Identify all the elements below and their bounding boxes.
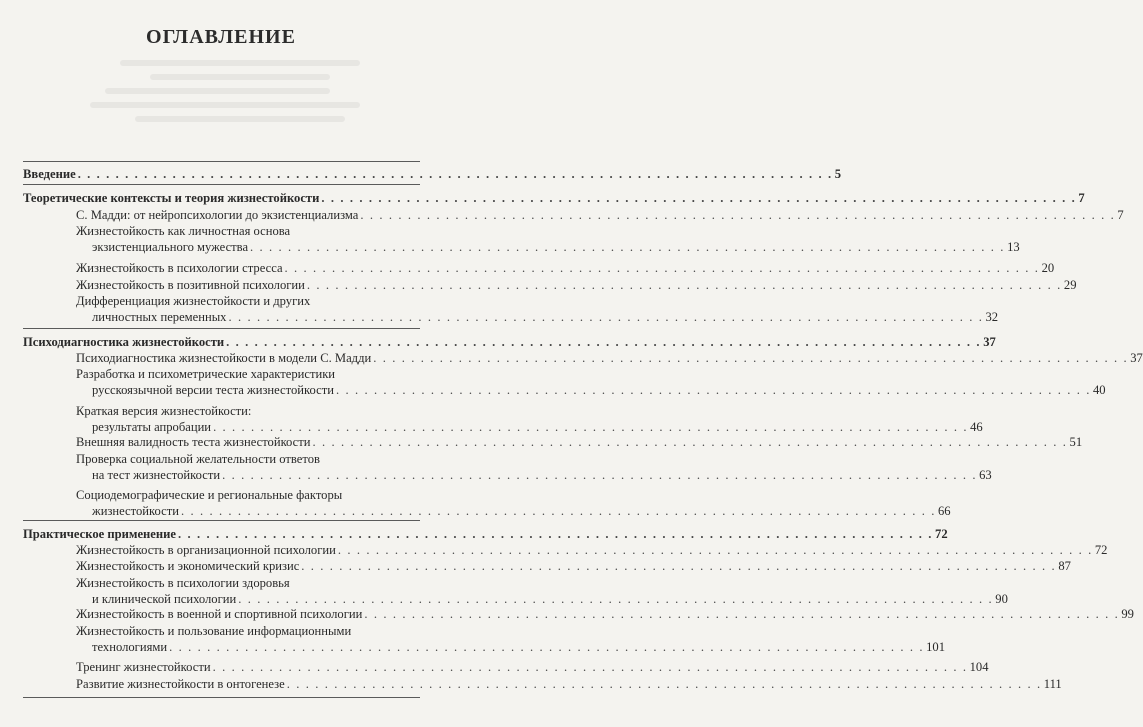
toc-subsection-entry[interactable]	[76, 260, 1055, 276]
dot-leader: . . . . . . . . . . . . . . . . . . . . . . . . . . . . . . . . . . . . . . . . . . . . . . . . . . . . . . . . . . . . . . . . . . . . . . . . . . . . . . . .	[250, 240, 1006, 254]
page-number: 37	[1130, 351, 1143, 365]
section-divider	[23, 697, 420, 698]
toc-subsection-entry[interactable]	[76, 676, 1062, 692]
toc-subsection-entry[interactable]	[76, 223, 1020, 255]
page-number: 72	[1094, 543, 1108, 557]
toc-subsection-entry[interactable]	[76, 207, 1124, 223]
entry-title-line: Жизнестойкость в психологии здоровья	[76, 576, 290, 590]
dot-leader: . . . . . . . . . . . . . . . . . . . . . . . . . . . . . . . . . . . . . . . . . . . . . . . . . . . . . . . . . . . . . . . . . . . . . . . . . . . . . . . .	[212, 660, 968, 674]
section-divider	[23, 328, 420, 329]
entry-title-line: Тренинг жизнестойкости	[76, 660, 211, 674]
entry-title-line: С. Мадди: от нейропсихологии до экзистенциализма	[76, 208, 359, 222]
entry-title-line: экзистенциального мужества	[92, 240, 249, 254]
entry-title-line: Психодиагностика жизнестойкости	[23, 335, 225, 349]
page-number: 13	[1007, 240, 1020, 254]
toc-subsection-entry[interactable]	[76, 434, 1083, 450]
entry-title-line: Жизнестойкость и экономический кризис	[76, 559, 300, 573]
dot-leader: . . . . . . . . . . . . . . . . . . . . . . . . . . . . . . . . . . . . . . . . . . . . . . . . . . . . . . . . . . . . . . . . . . . . . . . . . . . . . . . .	[286, 677, 1042, 691]
page-number: 20	[1041, 261, 1055, 275]
toc-subsection-entry[interactable]	[76, 542, 1108, 558]
entry-title-line: технологиями	[92, 640, 168, 654]
dot-leader: . . . . . . . . . . . . . . . . . . . . . . . . . . . . . . . . . . . . . . . . . . . . . . . . . . . . . . . . . . . . . . . . . . . . . . . . . . . . . . . .	[284, 261, 1040, 275]
toc-subsection-entry[interactable]	[76, 659, 989, 675]
dot-leader: . . . . . . . . . . . . . . . . . . . . . . . . . . . . . . . . . . . . . . . . . . . . . . . . . . . . . . . . . . . . . . . . . . . . . . . . . . . . . . . .	[337, 543, 1093, 557]
page-number: 37	[983, 335, 996, 349]
entry-title-line: на тест жизнестойкости	[92, 468, 221, 482]
toc-subsection-entry[interactable]	[76, 277, 1077, 293]
toc-subsection-entry[interactable]	[76, 293, 999, 325]
toc-section-entry[interactable]	[23, 190, 1085, 206]
toc-subsection-entry[interactable]	[76, 350, 1143, 366]
page-number: 7	[1117, 208, 1124, 222]
page-number: 111	[1043, 677, 1062, 691]
dot-leader: . . . . . . . . . . . . . . . . . . . . . . . . . . . . . . . . . . . . . . . . . . . . . . . . . . . . . . . . . . . . . . . . . . . . . . . . . . . . . . . .	[373, 351, 1129, 365]
page-number: 104	[969, 660, 989, 674]
dot-leader: . . . . . . . . . . . . . . . . . . . . . . . . . . . . . . . . . . . . . . . . . . . . . . . . . . . . . . . . . . . . . . . . . . . . . . . . . . . . . . . .	[301, 559, 1057, 573]
page-number: 40	[1092, 383, 1106, 397]
section-divider	[23, 520, 420, 521]
bleed-through-text	[90, 52, 390, 152]
dot-leader: . . . . . . . . . . . . . . . . . . . . . . . . . . . . . . . . . . . . . . . . . . . . . . . . . . . . . . . . . . . . . . . . . . . . . . . . . . . . . . . .	[169, 640, 925, 654]
entry-title-line: Дифференциация жизнестойкости и других	[76, 294, 311, 308]
page-number: 51	[1069, 435, 1083, 449]
toc-subsection-entry[interactable]	[76, 451, 992, 483]
dot-leader: . . . . . . . . . . . . . . . . . . . . . . . . . . . . . . . . . . . . . . . . . . . . . . . . . . . . . . . . . . . . . . . . . . . . . . . . . . . . . . . .	[178, 527, 934, 541]
toc-subsection-entry[interactable]	[76, 366, 1106, 398]
dot-leader: . . . . . . . . . . . . . . . . . . . . . . . . . . . . . . . . . . . . . . . . . . . . . . . . . . . . . . . . . . . . . . . . . . . . . . . . . . . . . . . .	[228, 310, 984, 324]
entry-title-line: Краткая версия жизнестойкости:	[76, 404, 252, 418]
entry-title-line: Введение	[23, 167, 76, 181]
dot-leader: . . . . . . . . . . . . . . . . . . . . . . . . . . . . . . . . . . . . . . . . . . . . . . . . . . . . . . . . . . . . . . . . . . . . . . . . . . . . . . . .	[335, 383, 1091, 397]
section-divider	[23, 184, 420, 185]
entry-title-line: Жизнестойкость в военной и спортивной психологии	[76, 607, 363, 621]
page-number: 90	[995, 592, 1008, 606]
toc-section-entry[interactable]	[23, 166, 841, 182]
entry-title-line: Жизнестойкость и пользование информационными	[76, 624, 352, 638]
section-divider	[23, 161, 420, 162]
dot-leader: . . . . . . . . . . . . . . . . . . . . . . . . . . . . . . . . . . . . . . . . . . . . . . . . . . . . . . . . . . . . . . . . . . . . . . . . . . . . . . . .	[77, 167, 833, 181]
toc-section-entry[interactable]	[23, 334, 996, 350]
dot-leader: . . . . . . . . . . . . . . . . . . . . . . . . . . . . . . . . . . . . . . . . . . . . . . . . . . . . . . . . . . . . . . . . . . . . . . . . . . . . . . . .	[222, 468, 978, 482]
entry-title-line: Жизнестойкость в позитивной психологии	[76, 278, 305, 292]
entry-title-line: Социодемографические и региональные факторы	[76, 488, 343, 502]
entry-title-line: Разработка и психометрические характеристики	[76, 367, 336, 381]
toc-subsection-entry[interactable]	[76, 403, 983, 435]
entry-title-line: личностных переменных	[92, 310, 227, 324]
page-number: 46	[970, 420, 983, 434]
dot-leader: . . . . . . . . . . . . . . . . . . . . . . . . . . . . . . . . . . . . . . . . . . . . . . . . . . . . . . . . . . . . . . . . . . . . . . . . . . . . . . . .	[360, 208, 1116, 222]
page-number: 63	[979, 468, 992, 482]
page-number: 5	[834, 167, 841, 181]
entry-title-line: Жизнестойкость как личностная основа	[76, 224, 291, 238]
toc-subsection-entry[interactable]	[76, 575, 1008, 607]
entry-title-line: русскоязычной версии теста жизнестойкости	[92, 383, 334, 397]
toc-subsection-entry[interactable]	[76, 606, 1134, 622]
entry-title-line: результаты апробации	[92, 420, 212, 434]
dot-leader: . . . . . . . . . . . . . . . . . . . . . . . . . . . . . . . . . . . . . . . . . . . . . . . . . . . . . . . . . . . . . . . . . . . . . . . . . . . . . . . .	[306, 278, 1062, 292]
entry-title-line: и клинической психологии	[92, 592, 237, 606]
page-number: 7	[1078, 191, 1085, 205]
toc-subsection-entry[interactable]	[76, 487, 951, 519]
page-number: 99	[1121, 607, 1134, 621]
toc-subsection-entry[interactable]	[76, 558, 1071, 574]
entry-title-line: Теоретические контексты и теория жизнестойкости	[23, 191, 320, 205]
entry-title-line: Развитие жизнестойкости в онтогенезе	[76, 677, 285, 691]
entry-title-line: жизнестойкости	[92, 504, 179, 518]
toc-section-entry[interactable]	[23, 526, 948, 542]
entry-title-line: Жизнестойкость в организационной психологии	[76, 543, 336, 557]
page-title: ОГЛАВЛЕНИЕ	[146, 26, 296, 48]
page-number: 101	[926, 640, 945, 654]
page-number: 29	[1063, 278, 1077, 292]
dot-leader: . . . . . . . . . . . . . . . . . . . . . . . . . . . . . . . . . . . . . . . . . . . . . . . . . . . . . . . . . . . . . . . . . . . . . . . . . . . . . . . .	[238, 592, 994, 606]
entry-title-line: Жизнестойкость в психологии стресса	[76, 261, 283, 275]
dot-leader: . . . . . . . . . . . . . . . . . . . . . . . . . . . . . . . . . . . . . . . . . . . . . . . . . . . . . . . . . . . . . . . . . . . . . . . . . . . . . . . .	[312, 435, 1068, 449]
dot-leader: . . . . . . . . . . . . . . . . . . . . . . . . . . . . . . . . . . . . . . . . . . . . . . . . . . . . . . . . . . . . . . . . . . . . . . . . . . . . . . . .	[180, 504, 936, 518]
entry-title-line: Внешняя валидность теста жизнестойкости	[76, 435, 311, 449]
page-number: 32	[985, 310, 999, 324]
entry-title-line: Проверка социальной желательности ответов	[76, 452, 320, 466]
entry-title-line: Психодиагностика жизнестойкости в модели С. Мадди	[76, 351, 372, 365]
dot-leader: . . . . . . . . . . . . . . . . . . . . . . . . . . . . . . . . . . . . . . . . . . . . . . . . . . . . . . . . . . . . . . . . . . . . . . . . . . . . . . . .	[364, 607, 1120, 621]
dot-leader: . . . . . . . . . . . . . . . . . . . . . . . . . . . . . . . . . . . . . . . . . . . . . . . . . . . . . . . . . . . . . . . . . . . . . . . . . . . . . . . .	[321, 191, 1077, 205]
page-number: 66	[937, 504, 951, 518]
entry-title-line: Практическое применение	[23, 527, 176, 541]
page-number: 87	[1058, 559, 1071, 573]
page-number: 72	[935, 527, 948, 541]
toc-subsection-entry[interactable]	[76, 623, 945, 655]
dot-leader: . . . . . . . . . . . . . . . . . . . . . . . . . . . . . . . . . . . . . . . . . . . . . . . . . . . . . . . . . . . . . . . . . . . . . . . . . . . . . . . .	[226, 335, 982, 349]
dot-leader: . . . . . . . . . . . . . . . . . . . . . . . . . . . . . . . . . . . . . . . . . . . . . . . . . . . . . . . . . . . . . . . . . . . . . . . . . . . . . . . .	[213, 420, 969, 434]
